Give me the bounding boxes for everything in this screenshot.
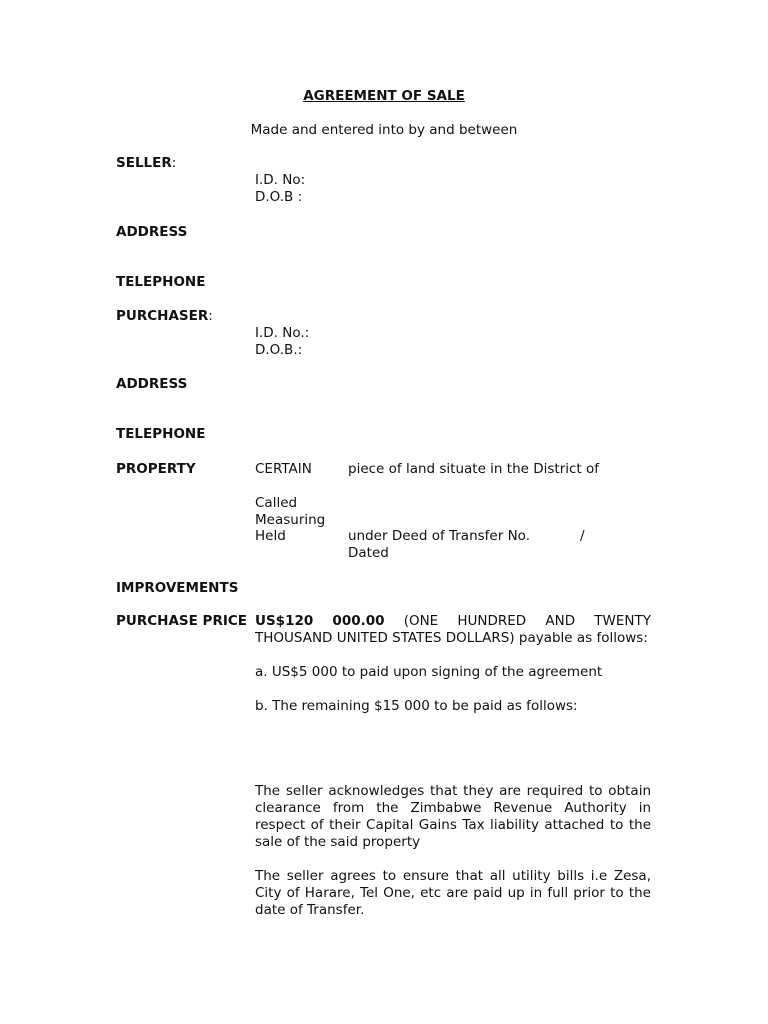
purchaser-id-label: I.D. No.: [255, 325, 310, 341]
purchaser-label [116, 308, 213, 325]
property-held: Held [255, 528, 286, 544]
property-called: Called [255, 495, 298, 511]
price-amount-a: US$120 [255, 613, 314, 629]
property-certain-text: piece of land situate in the District of [348, 461, 600, 477]
price-amount-b: 000.00 [332, 613, 385, 629]
property-deed-slash: / [580, 528, 585, 544]
seller-label [116, 155, 176, 172]
purchase-price-text [255, 613, 651, 647]
property-measuring: Measuring [255, 512, 326, 528]
seller-colon: : [171, 155, 177, 171]
price-word-2: HUNDRED [457, 613, 527, 629]
purchaser-label-text: PURCHASER [116, 308, 209, 324]
seller-id-label: I.D. No: [255, 172, 306, 188]
seller-telephone-label: TELEPHONE [116, 274, 206, 290]
seller-address-label: ADDRESS [116, 224, 188, 240]
property-dated: Dated [348, 545, 389, 561]
purchaser-address-label: ADDRESS [116, 376, 188, 392]
property-certain: CERTAIN [255, 461, 312, 477]
payment-item-a: a. US$5 000 to paid upon signing of the agreement [255, 664, 603, 680]
purchaser-dob-label: D.O.B.: [255, 342, 303, 358]
price-word-1: (ONE [403, 613, 439, 629]
seller-label-text: SELLER [116, 155, 172, 171]
price-word-4: TWENTY [594, 613, 651, 629]
seller-dob-label: D.O.B : [255, 189, 303, 205]
purchase-price-line-1 [255, 613, 651, 630]
purchase-price-line-2: THOUSAND UNITED STATES DOLLARS) payable as follows: [255, 630, 648, 646]
utility-clause: The seller agrees to ensure that all utility bills i.e Zesa, City of Harare, Tel One, etc are paid up in full prior to the date of Transfer. [255, 868, 651, 918]
payment-item-b: b. The remaining $15 000 to be paid as follows: [255, 698, 578, 714]
property-label: PROPERTY [116, 461, 196, 477]
purchaser-colon: : [208, 308, 213, 324]
price-word-3: AND [545, 613, 576, 629]
purchase-price-label: PURCHASE PRICE [116, 613, 247, 629]
property-deed-text: under Deed of Transfer No. [348, 528, 530, 544]
improvements-label: IMPROVEMENTS [116, 580, 239, 596]
document-title: AGREEMENT OF SALE [303, 88, 465, 104]
clearance-clause: The seller acknowledges that they are required to obtain clearance from the Zimbabwe Revenue Authority in respect of their Capital Gains Tax liability attached to the sale of the said property [255, 783, 651, 850]
purchaser-telephone-label: TELEPHONE [116, 426, 206, 442]
document-subtitle: Made and entered into by and between [250, 122, 518, 138]
